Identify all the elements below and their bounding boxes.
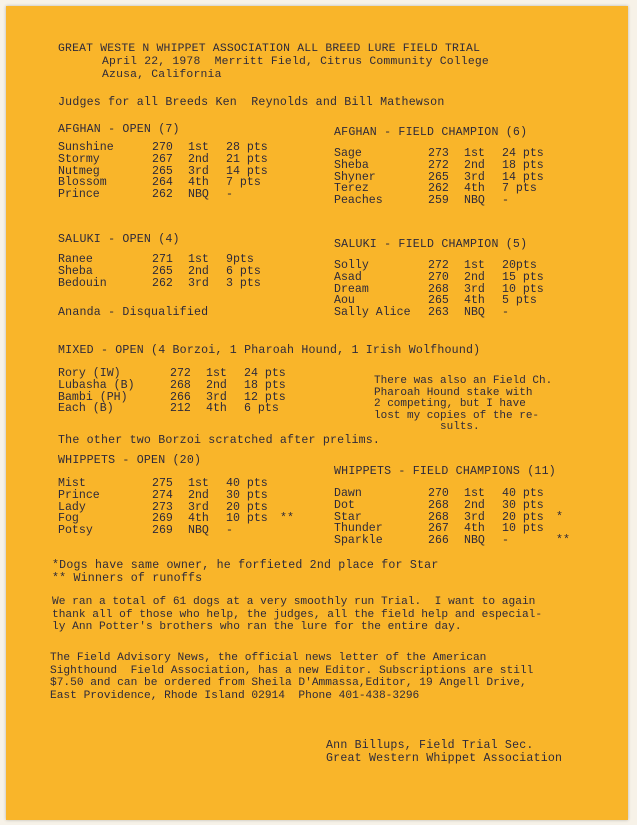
result-score: 262: [428, 182, 449, 196]
whippets-fc-table: [334, 488, 624, 547]
result-row: [58, 490, 348, 502]
result-score: 263: [428, 306, 449, 320]
result-place: 2nd: [188, 152, 209, 166]
result-score: 269: [152, 512, 173, 526]
result-pts: 12 pts: [244, 390, 286, 404]
result-pts: 24 pts: [502, 147, 544, 160]
result-pts: 9pts: [226, 253, 254, 266]
result-pts: 14 pts: [226, 164, 268, 178]
result-score: 273: [152, 500, 173, 514]
footnote-runoffs: ** Winners of runoffs: [52, 572, 203, 585]
result-score: 272: [170, 367, 191, 380]
result-place: 2nd: [188, 488, 209, 502]
result-name: Fog: [58, 512, 79, 526]
signature-org: Great Western Whippet Association: [326, 752, 563, 765]
result-place: 2nd: [206, 378, 227, 392]
result-place: 3rd: [206, 390, 227, 404]
result-row: [334, 160, 614, 172]
result-row: [334, 535, 624, 547]
footnote-same-owner: *Dogs have same owner, he forfieted 2nd place for Star: [52, 559, 439, 572]
result-pts: 5 pts: [502, 294, 537, 308]
afghan-open-table: [58, 142, 338, 201]
result-score: 270: [428, 487, 449, 500]
result-score: 270: [152, 141, 173, 154]
result-name: Dawn: [334, 487, 362, 500]
result-place: 2nd: [464, 498, 485, 512]
result-pts: -: [226, 524, 233, 538]
saluki-open-title: SALUKI - OPEN (4): [58, 233, 180, 246]
thanks-paragraph: We ran a total of 61 dogs at a very smoothly run Trial. I want to again thank all of those who help, the judges, all the field help and especial- ly Ann Potter's brothers who ran the lure for the entire day.: [52, 596, 543, 634]
afghan-open-title: AFGHAN - OPEN (7): [58, 123, 180, 136]
header-city: Azusa, California: [102, 69, 222, 81]
result-row: [58, 278, 338, 290]
result-name: Asad: [334, 270, 362, 284]
result-pts: 28 pts: [226, 141, 268, 154]
result-place: 3rd: [464, 282, 485, 296]
result-mark: *: [556, 510, 563, 524]
result-place: NBQ: [464, 534, 485, 548]
whippets-open-title: WHIPPETS - OPEN (20): [58, 454, 202, 467]
result-score: 259: [428, 194, 449, 208]
result-score: 265: [152, 264, 173, 278]
result-name: Bambi (PH): [58, 390, 128, 404]
result-mark: **: [280, 512, 294, 526]
result-place: 1st: [464, 487, 485, 500]
result-score: 262: [152, 276, 173, 290]
result-place: 4th: [188, 512, 209, 526]
result-row: [58, 154, 338, 166]
mixed-side-note: There was also an Field Ch. Pharoah Hound stake with 2 competing, but I have lost my copies of the re- sults.: [374, 375, 553, 433]
result-name: Sunshine: [58, 141, 114, 154]
whippets-open-table: [58, 478, 348, 537]
result-row: [58, 380, 338, 392]
signature-name: Ann Billups, Field Trial Sec.: [326, 739, 534, 752]
result-place: 4th: [464, 294, 485, 308]
result-pts: 3 pts: [226, 276, 261, 290]
mixed-open-footer: The other two Borzoi scratched after prelims.: [58, 434, 381, 447]
result-place: 4th: [464, 182, 485, 196]
mixed-open-table: [58, 368, 338, 415]
result-name: Sparkle: [334, 534, 383, 548]
result-name: Blossom: [58, 176, 107, 190]
result-place: 4th: [206, 402, 227, 416]
result-score: 266: [428, 534, 449, 548]
result-pts: 14 pts: [502, 170, 544, 184]
result-score: 212: [170, 402, 191, 416]
result-score: 273: [428, 147, 449, 160]
result-name: Lubasha (B): [58, 378, 135, 392]
result-pts: 20 pts: [502, 510, 544, 524]
result-score: 267: [152, 152, 173, 166]
result-name: Ranee: [58, 253, 93, 266]
result-pts: 6 pts: [226, 264, 261, 278]
result-place: 2nd: [188, 264, 209, 278]
result-score: 268: [428, 510, 449, 524]
result-row: [334, 272, 614, 284]
result-pts: 10 pts: [226, 512, 268, 526]
result-pts: 7 pts: [226, 176, 261, 190]
result-place: 1st: [188, 477, 209, 490]
result-pts: 40 pts: [502, 487, 544, 500]
result-score: 272: [428, 259, 449, 272]
afghan-fc-title: AFGHAN - FIELD CHAMPION (6): [334, 126, 528, 139]
advisory-paragraph: The Field Advisory News, the official news letter of the American Sighthound Field Association, has a new Editor. Subscriptions are still $7.50 and can be ordered from Sheila D'Ammassa,Editor, 19 Angell Drive, East Providence, Rhode Island 02914 Phone 401-438-3296: [50, 652, 534, 702]
result-name: Dot: [334, 498, 355, 512]
result-row: [58, 525, 348, 537]
result-score: 266: [170, 390, 191, 404]
result-name: Sheba: [58, 264, 93, 278]
result-pts: 30 pts: [502, 498, 544, 512]
result-score: 270: [428, 270, 449, 284]
result-row: [334, 307, 614, 319]
result-place: NBQ: [188, 524, 209, 538]
saluki-open-note: Ananda - Disqualified: [58, 306, 209, 319]
result-place: 1st: [464, 259, 485, 272]
result-row: [334, 195, 614, 207]
result-name: Terez: [334, 182, 369, 196]
result-name: Prince: [58, 188, 100, 202]
result-place: 1st: [206, 367, 227, 380]
result-pts: 20pts: [502, 259, 537, 272]
result-name: Shyner: [334, 170, 376, 184]
result-score: 269: [152, 524, 173, 538]
result-row: [58, 403, 338, 415]
result-name: Stormy: [58, 152, 100, 166]
saluki-open-table: [58, 254, 338, 289]
result-pts: 15 pts: [502, 270, 544, 284]
result-score: 262: [152, 188, 173, 202]
result-pts: 7 pts: [502, 182, 537, 196]
result-score: 268: [428, 498, 449, 512]
result-score: 275: [152, 477, 173, 490]
result-name: Lady: [58, 500, 86, 514]
result-name: Bedouin: [58, 276, 107, 290]
result-place: 4th: [464, 522, 485, 536]
result-pts: -: [502, 534, 509, 548]
result-place: 4th: [188, 176, 209, 190]
result-place: 3rd: [188, 500, 209, 514]
mixed-open-title: MIXED - OPEN (4 Borzoi, 1 Pharoah Hound, 1 Irish Wolfhound): [58, 344, 481, 357]
afghan-fc-table: [334, 148, 614, 207]
saluki-fc-table: [334, 260, 614, 319]
result-place: 3rd: [188, 164, 209, 178]
result-name: Rory (IW): [58, 367, 121, 380]
result-name: Thunder: [334, 522, 383, 536]
result-place: NBQ: [464, 306, 485, 320]
document-page: [6, 6, 628, 820]
result-name: Mist: [58, 477, 86, 490]
result-score: 267: [428, 522, 449, 536]
result-score: 274: [152, 488, 173, 502]
result-mark: **: [556, 534, 570, 548]
result-pts: 30 pts: [226, 488, 268, 502]
result-place: 1st: [188, 253, 209, 266]
result-name: Potsy: [58, 524, 93, 538]
result-place: 1st: [464, 147, 485, 160]
header-date-location: April 22, 1978 Merritt Field, Citrus Community College: [102, 56, 489, 68]
result-place: 3rd: [188, 276, 209, 290]
result-pts: 21 pts: [226, 152, 268, 166]
result-row: [334, 500, 624, 512]
result-place: NBQ: [464, 194, 485, 208]
result-pts: -: [226, 188, 233, 202]
result-score: 272: [428, 158, 449, 172]
result-name: Each (B): [58, 402, 114, 416]
result-score: 264: [152, 176, 173, 190]
result-score: 268: [428, 282, 449, 296]
result-score: 265: [428, 170, 449, 184]
result-pts: 18 pts: [244, 378, 286, 392]
result-name: Sage: [334, 147, 362, 160]
result-pts: 24 pts: [244, 367, 286, 380]
result-row: [58, 189, 338, 201]
result-name: Sheba: [334, 158, 369, 172]
result-name: Nutmeg: [58, 164, 100, 178]
result-place: NBQ: [188, 188, 209, 202]
result-pts: -: [502, 306, 509, 320]
result-place: 3rd: [464, 510, 485, 524]
result-pts: 10 pts: [502, 282, 544, 296]
result-name: Dream: [334, 282, 369, 296]
result-score: 271: [152, 253, 173, 266]
result-score: 265: [152, 164, 173, 178]
result-pts: -: [502, 194, 509, 208]
result-name: Star: [334, 510, 362, 524]
header-title: GREAT WESTE N WHIPPET ASSOCIATION ALL BREED LURE FIELD TRIAL: [58, 43, 481, 55]
result-name: Peaches: [334, 194, 383, 208]
result-name: Sally Alice: [334, 306, 411, 320]
result-place: 2nd: [464, 270, 485, 284]
result-pts: 20 pts: [226, 500, 268, 514]
judges-line: Judges for all Breeds Ken Reynolds and Bill Mathewson: [58, 96, 445, 109]
result-place: 2nd: [464, 158, 485, 172]
result-name: Solly: [334, 259, 369, 272]
result-name: Prince: [58, 488, 100, 502]
result-pts: 6 pts: [244, 402, 279, 416]
result-score: 268: [170, 378, 191, 392]
result-pts: 10 pts: [502, 522, 544, 536]
result-row: [58, 266, 338, 278]
result-place: 3rd: [464, 170, 485, 184]
result-pts: 40 pts: [226, 477, 268, 490]
result-place: 1st: [188, 141, 209, 154]
whippets-fc-title: WHIPPETS - FIELD CHAMPIONS (11): [334, 465, 556, 478]
result-name: Aou: [334, 294, 355, 308]
saluki-fc-title: SALUKI - FIELD CHAMPION (5): [334, 238, 528, 251]
result-score: 265: [428, 294, 449, 308]
result-pts: 18 pts: [502, 158, 544, 172]
